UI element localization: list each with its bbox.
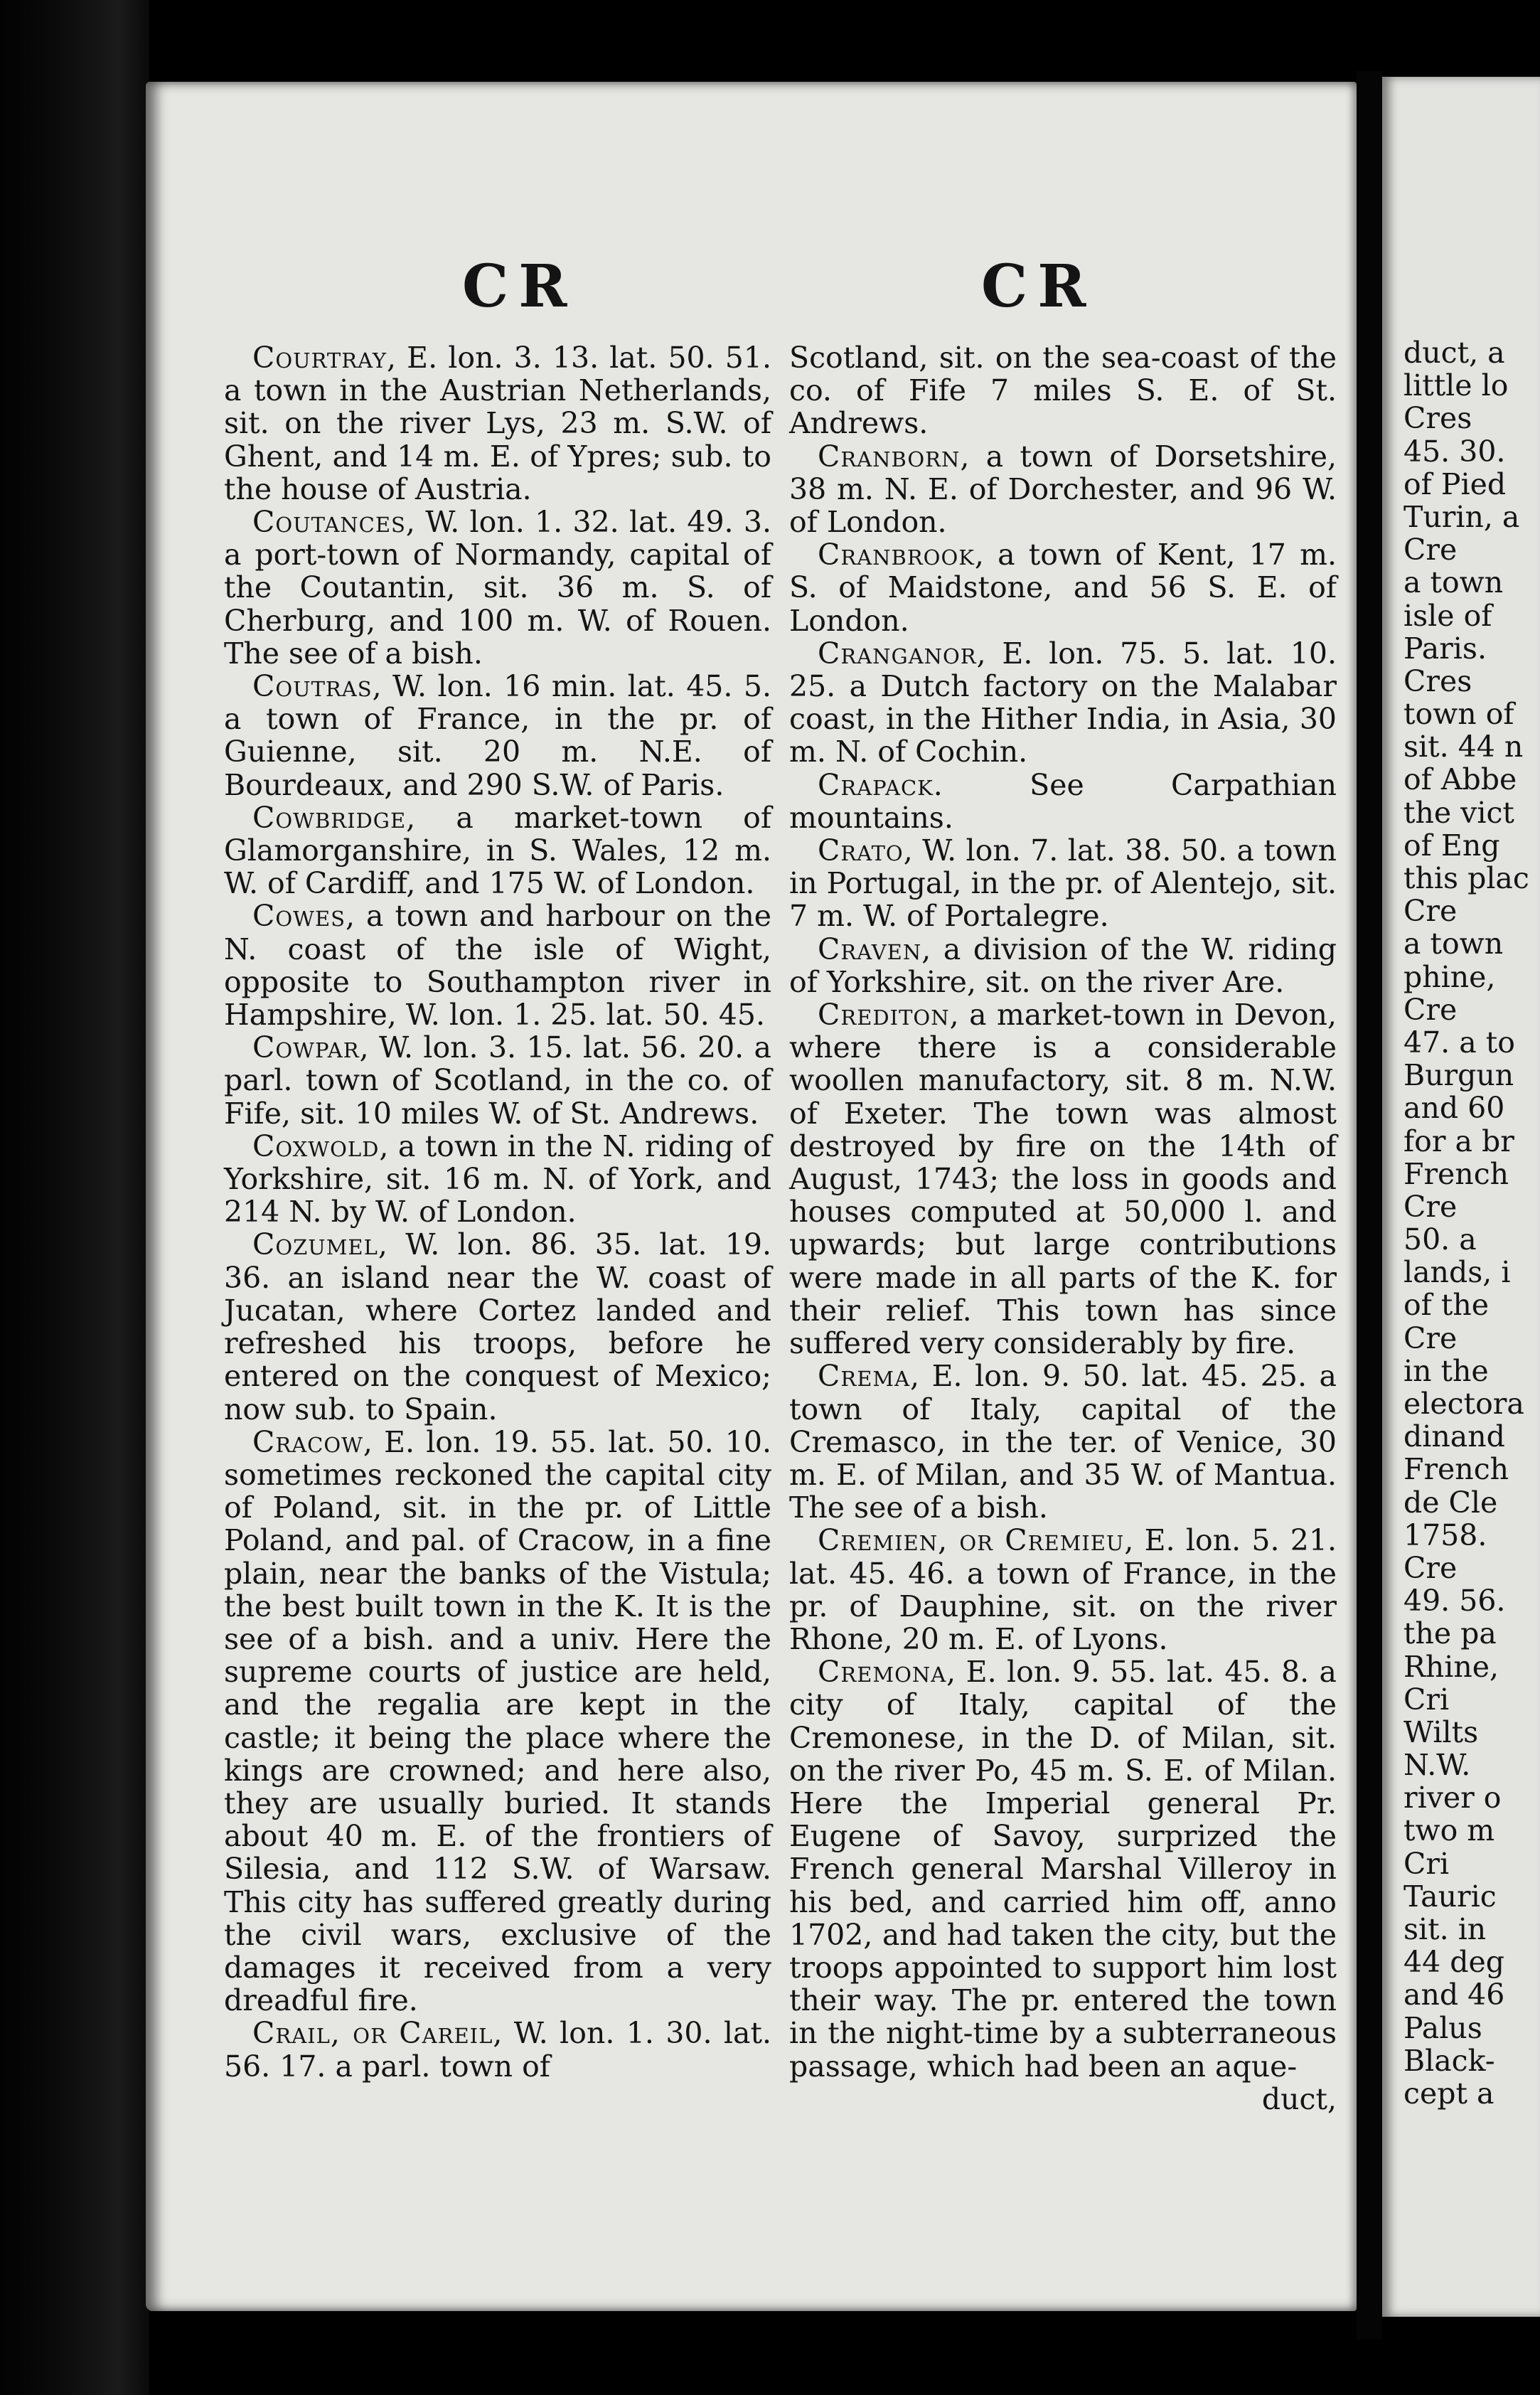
entry-headword: Crail, or Careil (252, 2016, 493, 2051)
entry-headword: Coxwold (252, 1129, 380, 1163)
fragment-line: Cres (1403, 402, 1472, 435)
fragment-line: Cres (1403, 664, 1472, 698)
fragment-line: Cre (1403, 993, 1458, 1026)
entry-headword: Cowes (252, 899, 346, 934)
fragment-line: 45. 30. (1403, 434, 1506, 468)
fragment-line: of Abbe (1403, 763, 1517, 796)
entry-text: , a town of Dorsetshire, 38 m. N. E. of Dorchester, and 96 W. of London. (789, 439, 1337, 540)
fragment-line: sit. 44 n (1403, 730, 1524, 764)
entry-headword: Crato (818, 833, 904, 868)
fragment-line: for a br (1403, 1124, 1514, 1158)
fragment-line: little lo (1403, 369, 1509, 402)
entry-headword: Cremona (818, 1655, 947, 1690)
fragment-line: Tauric (1403, 1879, 1497, 1913)
entry-text: , E. lon. 9. 55. lat. 45. 8. a city of Italy, capital of the Cremonese, in the D. of Milan, sit. on the river Po, 45 m. S. E. of Milan. Here the Imperial general Pr. Eugene of Savoy, surprized the French general Marshal Villeroy in his bed, and carried him off, anno 1702, and had taken the city, but the troops appointed to support him lost their way. The pr. entered the town in the night-time by a subterraneous passage, which had been an aque- (789, 1655, 1337, 2084)
fragment-line: Turin, a (1403, 500, 1520, 534)
book-spine-shadow (0, 0, 149, 2395)
gazetteer-entry (789, 1360, 1337, 1524)
entry-headword: Coutances (252, 505, 406, 540)
entry-text: , a town in the N. riding of Yorkshire, sit. 16 m. N. of York, and 214 N. by W. of London. (224, 1129, 771, 1229)
gazetteer-entry (224, 801, 771, 900)
entry-headword: Crapack (818, 767, 934, 802)
gazetteer-entry (789, 1655, 1337, 2083)
gazetteer-entry (789, 1524, 1337, 1655)
fragment-line: and 60 (1403, 1092, 1505, 1125)
fragment-line: of Eng (1403, 828, 1500, 862)
entry-headword: Cranborn (818, 439, 961, 474)
fragment-line: Black- (1403, 2044, 1495, 2077)
fragment-line: this plac (1403, 862, 1529, 895)
entry-text: , W. lon. 16 min. lat. 45. 5. a town of France, in the pr. of Guienne, sit. 20 m. N.E. of Bourdeaux, and 290 S.W. of Paris. (224, 669, 771, 802)
fragment-line: isle of (1403, 599, 1492, 632)
entry-headword: Cowbridge (252, 800, 407, 835)
entry-text: , W. lon. 1. 30. lat. 56. 17. a parl. town of (224, 2016, 771, 2084)
fragment-line: Palus (1403, 2011, 1482, 2044)
gazetteer-entry (789, 998, 1337, 1360)
gazetteer-entry (789, 440, 1337, 539)
running-header-right: CR (981, 252, 1096, 321)
gazetteer-entry (224, 1031, 771, 1130)
left-text-column (224, 341, 771, 2083)
entry-text: . See Carpathian mountains. (789, 767, 1337, 835)
fragment-line: 44 deg (1403, 1946, 1504, 1979)
gazetteer-entry (224, 1130, 771, 1229)
fragment-line: a town (1403, 566, 1504, 599)
entry-headword: Cranbrook (818, 538, 975, 572)
page-gutter (1357, 71, 1382, 2340)
entry-text: , a market-town of Glamorganshire, in S. Wales, 12 m. W. of Cardiff, and 175 W. of London. (224, 800, 771, 901)
fragment-line: French (1403, 1157, 1509, 1190)
fragment-line: Paris. (1403, 631, 1487, 665)
entry-text: , a town and harbour on the N. coast of the isle of Wight, opposite to Southampton river in Hampshire, W. lon. 1. 25. lat. 50. 45. (224, 899, 771, 1033)
book-page-left (146, 82, 1357, 2311)
fragment-line: Cre (1403, 1551, 1458, 1585)
entry-text: , W. lon. 86. 35. lat. 19. 36. an island near the W. coast of Jucatan, where Cortez landed and refreshed his troops, before he entered on the conquest of Mexico; now sub. to Spain. (224, 1227, 771, 1426)
entry-headword: Coutras (252, 669, 373, 704)
gazetteer-entry (224, 1426, 771, 2017)
gazetteer-entry (789, 637, 1337, 769)
gazetteer-entry (789, 341, 1337, 440)
fragment-line: the pa (1403, 1617, 1497, 1650)
fragment-line: Cre (1403, 533, 1458, 567)
entry-headword: Courtray (252, 341, 387, 375)
entry-text: , E. lon. 19. 55. lat. 50. 10. sometimes reckoned the capital city of Poland, sit. in the pr. of Little Poland, and pal. of Cracow, in a fine plain, near the banks of the Vistula; the best built town in the K. It is the see of a bish. and a univ. Here the supreme courts of justice are held, and the regalia are kept in the castle; it being the place where the kings are crowned; and here also, they are usually buried. It stands about 40 m. E. of the frontiers of Silesia, and 112 S.W. of Warsaw. This city has suffered greatly during the civil wars, exclusive of the damages it received from a very dreadful fire. (224, 1424, 771, 2018)
fragment-line: phine, (1403, 960, 1496, 993)
entry-headword: Crema (818, 1359, 911, 1394)
entry-headword: Cremien, or Cremieu (818, 1523, 1125, 1558)
entry-headword: Cracow (252, 1424, 363, 1459)
fragment-line: dinand (1403, 1420, 1505, 1453)
fragment-line: Cre (1403, 1321, 1458, 1355)
entry-headword: Cowpar (252, 1030, 360, 1065)
fragment-line: 50. a (1403, 1223, 1477, 1257)
entry-headword: Cranganor (818, 636, 977, 671)
fragment-line: and 46 (1403, 1978, 1505, 2012)
fragment-line: river o (1403, 1781, 1502, 1815)
fragment-line: French (1403, 1453, 1509, 1486)
entry-text: , W. lon. 1. 32. lat. 49. 3. a port-town of Normandy, capital of the Coutantin, sit. 36 m. S. of Cherburg, and 100 m. W. of Rouen. The see of a bish. (224, 505, 771, 671)
gazetteer-entry (224, 341, 771, 506)
entry-text: , E. lon. 5. 21. lat. 45. 46. a town of France, in the pr. of Dauphine, sit. on the river Rhone, 20 m. E. of Lyons. (789, 1523, 1337, 1656)
fragment-line: town of (1403, 698, 1514, 731)
entry-text: , a town of Kent, 17 m. S. of Maidstone, and 56 S. E. of London. (789, 538, 1337, 638)
catchword: duct, (1261, 2081, 1337, 2116)
entry-text: , a market-town in Devon, where there is a considerable woollen manufactory, sit. 8 m. N.W. of Exeter. The town was almost destroyed by fire on the 14th of August, 1743; the loss in goods and houses computed at 50,000 l. and upwards; but large contributions were made in all parts of the K. for their relief. This town has since suffered very considerably by fire. (789, 998, 1337, 1361)
entry-text: Scotland, sit. on the sea-coast of the co. of Fife 7 miles S. E. of St. Andrews. (789, 341, 1337, 441)
fragment-line: Cre (1403, 1190, 1458, 1224)
fragment-line: 47. a to (1403, 1025, 1515, 1060)
gazetteer-entry (224, 1228, 771, 1425)
gazetteer-entry (789, 769, 1337, 834)
fragment-line: Cre (1403, 895, 1458, 928)
entry-headword: Crediton (818, 998, 950, 1033)
fragment-line: Rhine, (1403, 1650, 1499, 1683)
gazetteer-entry (789, 933, 1337, 998)
gazetteer-entry (789, 538, 1337, 637)
entry-text: , a division of the W. riding of Yorkshire, sit. on the river Are. (789, 932, 1337, 999)
book-page-right-partial (1382, 77, 1540, 2317)
fragment-line: sit. in (1403, 1913, 1487, 1946)
fragment-line: de Cle (1403, 1485, 1498, 1519)
entry-text: , W. lon. 3. 15. lat. 56. 20. a parl. town of Scotland, in the co. of Fife, sit. 10 miles W. of St. Andrews. (224, 1030, 771, 1131)
gazetteer-entry (224, 900, 771, 1031)
entry-text: , E. lon. 75. 5. lat. 10. 25. a Dutch factory on the Malabar coast, in the Hither India, in Asia, 30 m. N. of Cochin. (789, 636, 1337, 769)
gazetteer-entry (224, 670, 771, 801)
running-header-left: CR (462, 252, 577, 321)
fragment-line: lands, i (1403, 1256, 1511, 1289)
fragment-line: two m (1403, 1814, 1495, 1847)
fragment-line: N.W. (1403, 1749, 1471, 1782)
fragment-line: of Pied (1403, 467, 1507, 501)
gazetteer-entry (224, 506, 771, 670)
entry-text: , E. lon. 3. 13. lat. 50. 51. a town in the Austrian Netherlands, sit. on the river Lys, 23 m. S.W. of Ghent, and 14 m. E. of Ypres; sub. to the house of Austria. (224, 341, 771, 506)
fragment-line: a town (1403, 927, 1504, 961)
fragment-line: the vict (1403, 796, 1514, 829)
fragment-line: electora (1403, 1387, 1524, 1421)
fragment-line: Cri (1403, 1847, 1450, 1880)
right-text-column (789, 341, 1337, 2116)
entry-text: , E. lon. 9. 50. lat. 45. 25. a town of Italy, capital of the Cremasco, in the ter. of Venice, 30 m. E. of Milan, and 35 W. of Mantua. The see of a bish. (789, 1359, 1337, 1525)
fragment-line: cept a (1403, 2076, 1494, 2111)
entry-text: , W. lon. 7. lat. 38. 50. a town in Portugal, in the pr. of Alentejo, sit. 7 m. W. of Portalegre. (789, 833, 1337, 934)
fragment-line: 49. 56. (1403, 1584, 1506, 1618)
fragment-line: 1758. (1403, 1518, 1487, 1552)
entry-headword: Craven (818, 932, 922, 966)
fragment-line: duct, a (1403, 336, 1505, 370)
fragment-line: Cri (1403, 1682, 1450, 1716)
entry-headword: Cozumel (252, 1227, 378, 1262)
fragment-line: Wilts (1403, 1715, 1479, 1749)
fragment-line: of the (1403, 1289, 1490, 1322)
fragment-line: Burgun (1403, 1059, 1514, 1092)
gazetteer-entry (789, 834, 1337, 933)
fragment-line: in the (1403, 1354, 1489, 1387)
next-page-fragment (1403, 336, 1540, 2110)
gazetteer-entry (224, 2017, 771, 2082)
